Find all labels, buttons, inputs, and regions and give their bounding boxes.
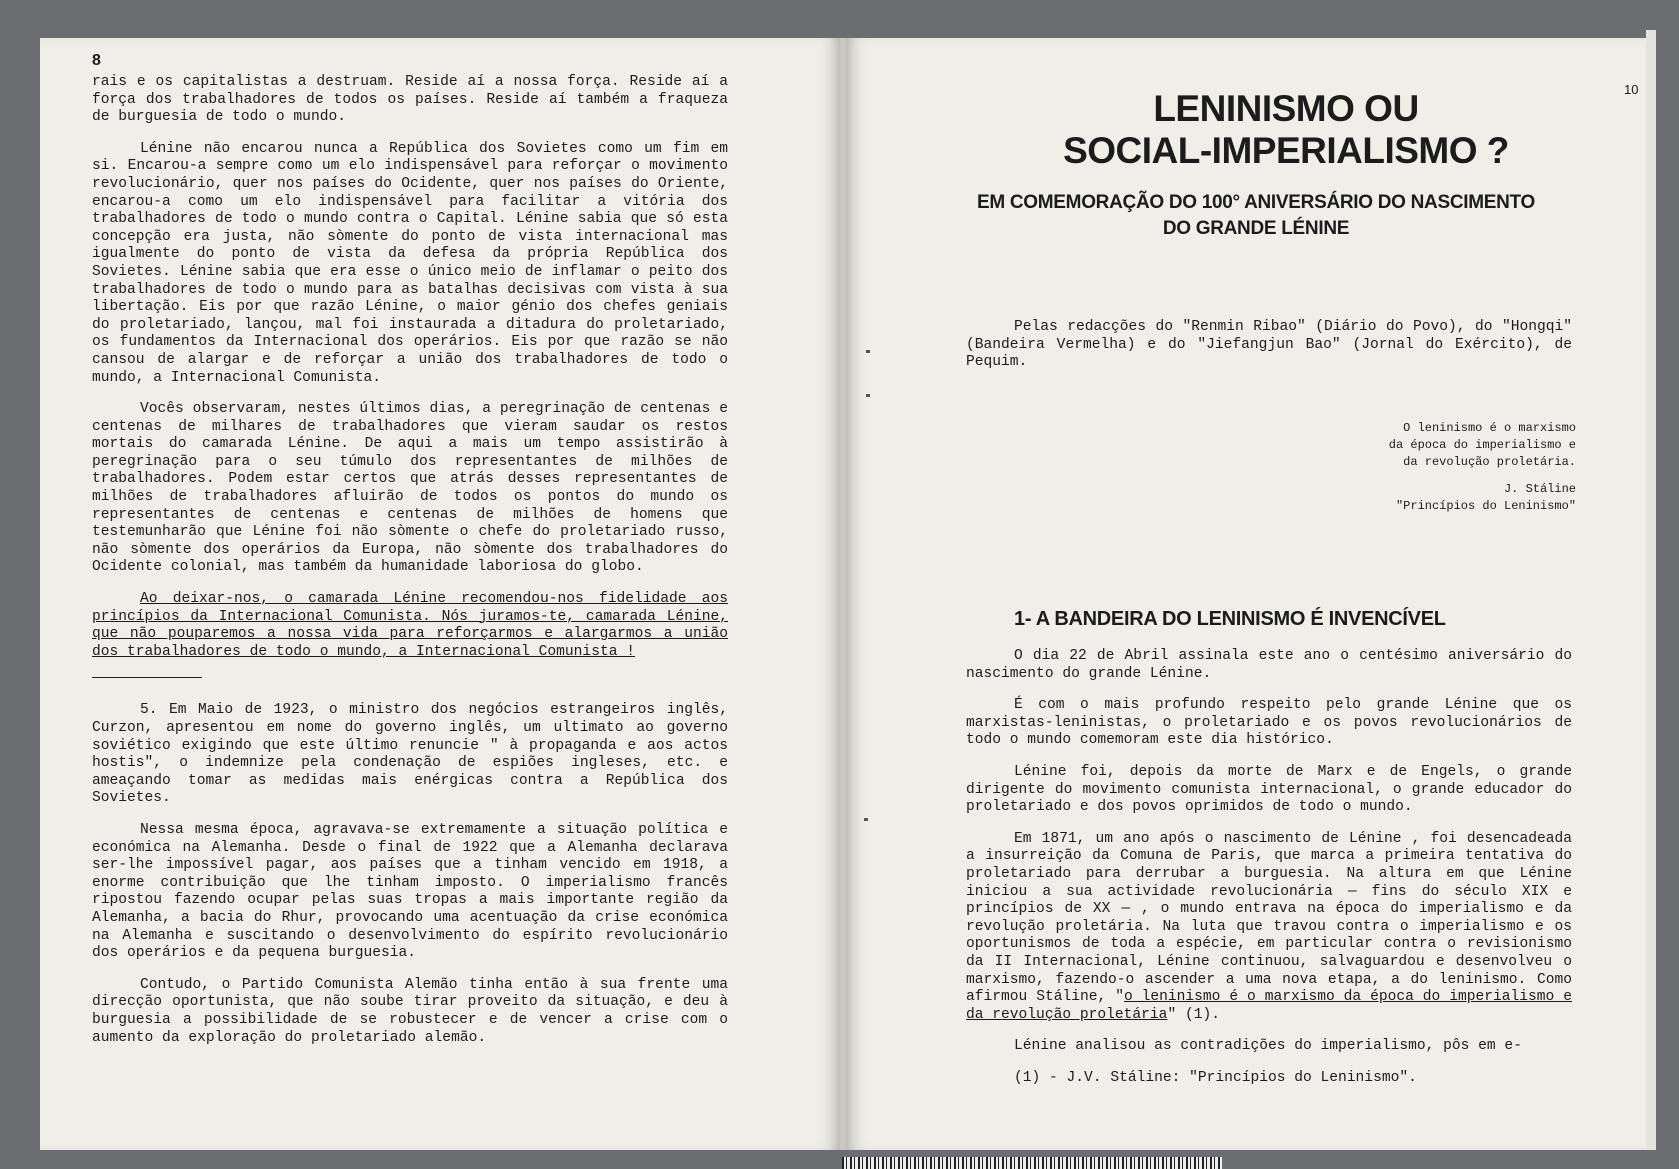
article-subtitle-line-1: EM COMEMORAÇÃO DO 100° ANIVERSÁRIO DO NASCIMENTO xyxy=(977,192,1535,213)
epigraph-line: O leninismo é o marxismo xyxy=(1403,421,1576,435)
paragraph-text: " (1). xyxy=(1167,1006,1220,1023)
paragraph: Lénine foi, depois da morte de Marx e de Engels, o grande dirigente do movimento comunista internacional, o grande educador do proletariado e dos povos oprimidos de todo o mundo. xyxy=(966,763,1572,816)
staple-mark xyxy=(866,394,870,397)
section-heading: 1- A BANDEIRA DO LENINISMO É INVENCÍVEL xyxy=(1014,608,1446,630)
left-text-column xyxy=(92,74,728,1061)
epigraph-line: da época do imperialismo e xyxy=(1388,438,1576,452)
page-number: 10 xyxy=(1624,82,1639,97)
article-subtitle-block xyxy=(946,190,1566,242)
left-page xyxy=(40,38,840,1150)
paragraph: 5. Em Maio de 1923, o ministro dos negócios estrangeiros inglês, Curzon, apresentou em nome do governo inglês, um ultimato ao governo soviético exigindo que este último renuncie " à propaganda e aos actos hostis", o indemnize pela condenação de espiões ingleses, etc. e ameaçando tomar as medidas mais enérgicas contra a República dos Sovietes. xyxy=(92,702,728,807)
scan-color-bar xyxy=(842,1157,1222,1169)
article-title-line-2: SOCIAL-IMPERIALISMO ? xyxy=(1063,130,1509,171)
epigraph xyxy=(1266,420,1576,515)
paragraph: O dia 22 de Abril assinala este ano o centésimo aniversário do nascimento do grande Lénine. xyxy=(966,648,1572,682)
article-title-block xyxy=(1006,88,1566,172)
paragraph: Contudo, o Partido Comunista Alemão tinha então à sua frente uma direcção oportunista, que não soube tirar proveito da situação, e deu à burguesia a possibilidade de se robustecer e de vencer a crise com o aumento da exploração do proletariado alemão. xyxy=(92,976,728,1046)
paragraph: rais e os capitalistas a destruam. Reside aí a nossa força. Reside aí a força dos trabalhadores de todos os países. Reside aí também a fraqueza de burguesia de todo o mundo. xyxy=(92,74,728,126)
byline-block xyxy=(966,319,1572,386)
right-text-column xyxy=(966,648,1572,1101)
paragraph: Lénine não encarou nunca a República dos Sovietes como um fim em si. Encarou-a sempre como um elo indispensável para reforçar o movimento revolucionário, quer nos países do Ocidente, quer nos países do Oriente, encarou-a como um elo indispensável para facilitar a vitória dos trabalhadores de todo o mundo contra o Capital. Lénine sabia que só esta concepção era justa, não sòmente do ponto de vista internacional mas igualmente do ponto de vista da defesa da própria República dos Sovietes. Lénine sabia que era esse o único meio de inflamar o peito dos trabalhadores de todo o mundo para as batalhas decisivas com vista à sua libertação. Eis por que razão Lénine, o maior génio dos chefes geniais do proletariado, lançou, mal foi instaurada a ditadura do proletariado, os fundamentos da Internacional dos operários. Eis por que razão se não cansou de alargar e de reforçar a união dos trabalhadores de todo o mundo, a Internacional Comunista. xyxy=(92,140,728,386)
article-title-line-1: LENINISMO OU xyxy=(1153,88,1419,129)
paragraph-text: Em 1871, um ano após o nascimento de Lénine , foi desencadeada a insurreição da Comuna de Paris, que marca a primeira tentativa do proletariado para derrubar a burguesia. Na altura em que Lénine iniciou a sua actividade revolucionária — fins do século XIX e princípios de XX — , o mundo entrava na época do imperialismo e da revolução proletária. Na luta que travou contra o imperialismo e os oportunismos de toda a espécie, em particular contra o revisionismo da II Internacional, Lénine continuou, salvaguardou e desenvolveu o marxismo, fazendo-o ascender a uma nova etapa, a do leninismo. Como afirmou Stáline, " xyxy=(966,830,1572,1006)
article-subtitle-line-2: DO GRANDE LÉNINE xyxy=(1162,218,1350,239)
underlined-quote: o leninismo é o marxismo da época do imperialismo e da revolução proletária xyxy=(966,989,1572,1023)
page-number: 8 xyxy=(92,52,101,69)
underlined-paragraph: Ao deixar-nos, o camarada Lénine recomendou-nos fidelidade aos princípios da Internacional Comunista. Nós juramos-te, camarada Lénine, que não pouparemos a nossa vida para reforçarmos e alargarmos a união dos trabalhadores de todo o mundo, a Internacional Comunista ! xyxy=(92,591,728,660)
byline: Pelas redacções do "Renmin Ribao" (Diário do Povo), do "Hongqi" (Bandeira Vermelha) e do "Jiefangjun Bao" (Jornal do Exército), de Pequim. xyxy=(966,319,1572,371)
paragraph: É com o mais profundo respeito pelo grande Lénine que os marxistas-leninistas, o proletariado e os povos revolucionários de todo o mundo comemoram este dia histórico. xyxy=(966,697,1572,749)
epigraph-source: "Princípios do Leninismo" xyxy=(1395,499,1576,513)
epigraph-author: J. Stáline xyxy=(1503,482,1576,496)
section-heading-block xyxy=(1014,608,1534,631)
staple-mark xyxy=(866,350,870,353)
divider-rule xyxy=(92,677,202,678)
right-page xyxy=(846,38,1646,1150)
paragraph: Vocês observaram, nestes últimos dias, a peregrinação de centenas e centenas de milhares de trabalhadores que vieram saudar os restos mortais do camarada Lénine. De aqui a mais um tempo assistirão à peregrinação para o seu túmulo dos representantes de milhões de trabalhadores. Podem estar certos que atrás desses representantes de milhões de trabalhadores afluirão de todos os pontos do mundo os representantes de centenas e centenas de milhões de homens que testemunharão que Lénine foi não sòmente o chefe do proletariado russo, não sòmente dos operários da Europa, não sòmente dos trabalhadores do Ocidente colonial, mas também da humanidade laboriosa do globo. xyxy=(92,401,728,576)
footnote: (1) - J.V. Stáline: "Princípios do Leninismo". xyxy=(1014,1069,1417,1086)
paragraph: Nessa mesma época, agravava-se extremamente a situação política e económica na Alemanha. Desde o final de 1922 que a Alemanha declarava ser-lhe impossível pagar, aos países que a tinham vencido em 1918, a enorme contribuição que lhe tinham imposto. O imperialismo francês ripostou fazendo ocupar pelas suas tropas a mais importante região da Alemanha, a bacia do Rhur, provocando uma acentuação da crise económica na Alemanha e suscitando o desenvolvimento do espírito revolucionário dos operários e da pequena burguesia. xyxy=(92,821,728,962)
paragraph: Lénine analisou as contradições do imperialismo, pôs em e- xyxy=(1014,1038,1522,1055)
epigraph-line: da revolução proletária. xyxy=(1403,455,1576,469)
paragraph xyxy=(966,831,1572,1025)
page-edge xyxy=(1646,30,1656,1150)
staple-mark xyxy=(864,818,868,821)
